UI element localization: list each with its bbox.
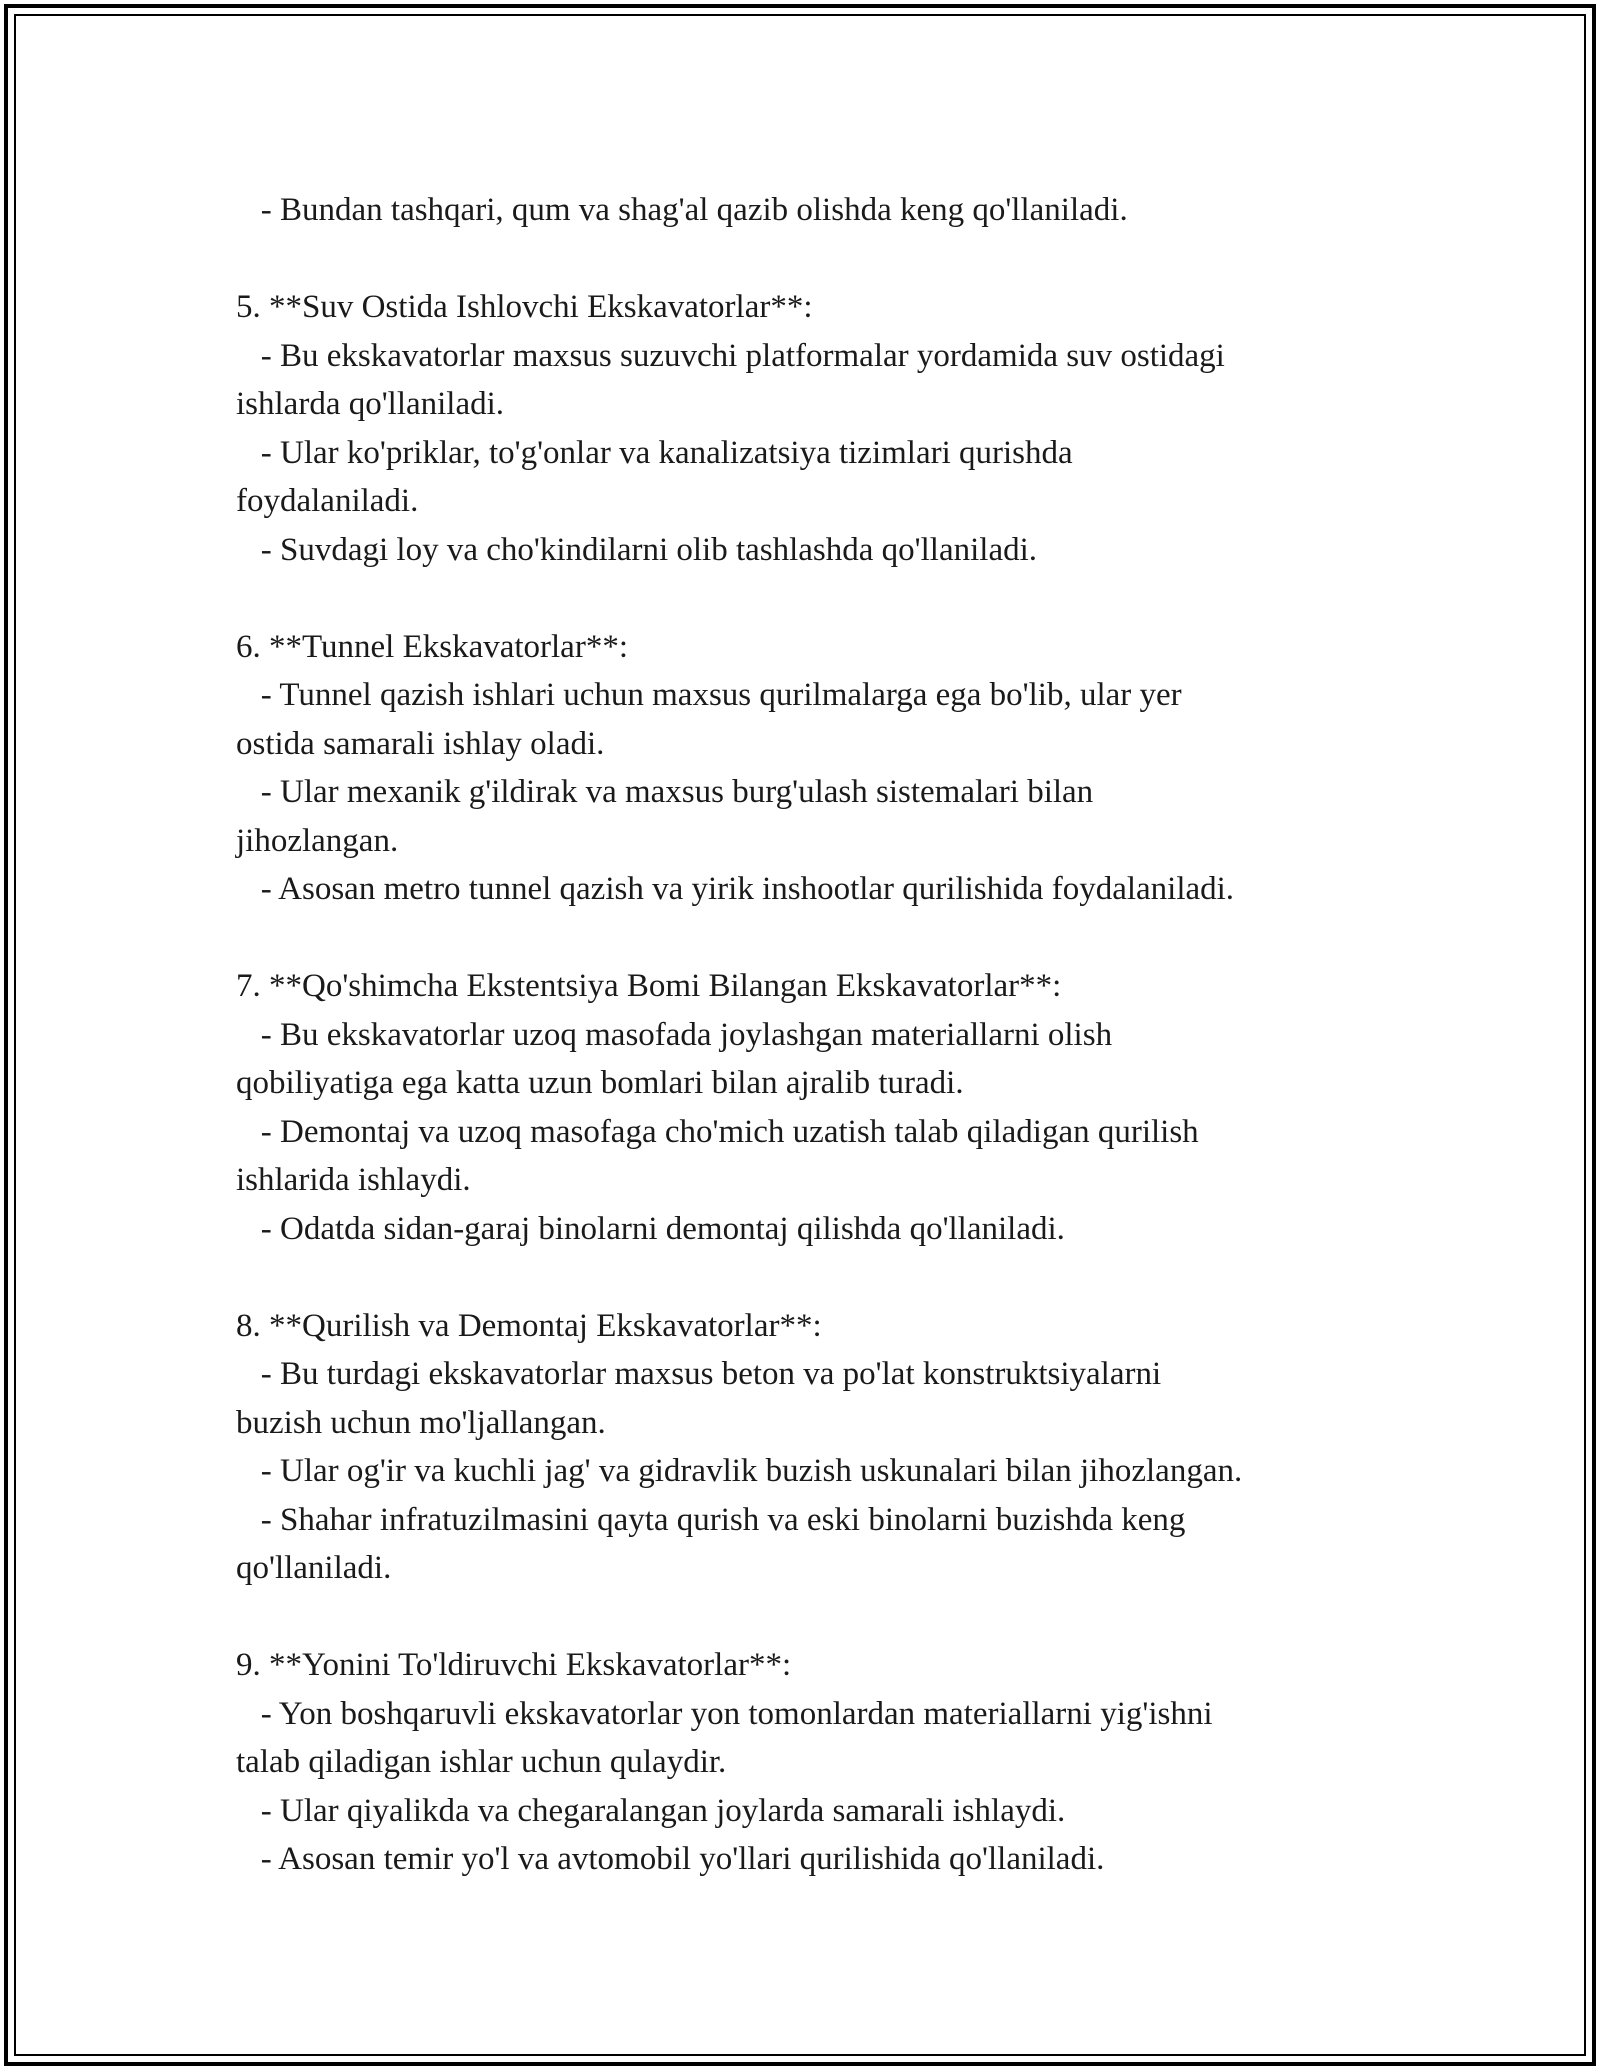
blank-line (236, 1593, 1416, 1642)
text-line: ostida samarali ishlay oladi. (236, 725, 605, 762)
blank-line (236, 235, 1416, 284)
section-heading: 9. **Yonini To'ldiruvchi Ekskavatorlar**: (236, 1647, 792, 1683)
text-line: - Suvdagi loy va cho'kindilarni olib tashlashda qo'llaniladi. (236, 531, 1038, 568)
text-line: - Odatda sidan-garaj binolarni demontaj qilishda qo'llaniladi. (236, 1210, 1065, 1247)
text-line: - Shahar infratuzilmasini qayta qurish va eski binolarni buzishda keng (236, 1501, 1186, 1538)
text-line: - Ular qiyalikda va chegaralangan joylarda samarali ishlaydi. (236, 1792, 1066, 1829)
section-heading: 7. **Qo'shimcha Ekstentsiya Bomi Bilangan Ekskavatorlar**: (236, 968, 1062, 1004)
text-line: jihozlangan. (236, 822, 399, 859)
blank-line (236, 1253, 1416, 1302)
text-line: - Demontaj va uzoq masofaga cho'mich uzatish talab qiladigan qurilish (236, 1113, 1199, 1150)
text-line: qobiliyatiga ega katta uzun bomlari bilan ajralib turadi. (236, 1065, 964, 1101)
text-line: foydalaniladi. (236, 483, 419, 519)
text-line: ishlarda qo'llaniladi. (236, 386, 505, 422)
section-heading: 6. **Tunnel Ekskavatorlar**: (236, 628, 628, 665)
text-line: - Asosan metro tunnel qazish va yirik inshootlar qurilishida foydalaniladi. (236, 871, 1235, 907)
text-line: - Ular mexanik g'ildirak va maxsus burg'ulash sistemalari bilan (236, 774, 1094, 810)
text-line: - Bu turdagi ekskavatorlar maxsus beton va po'lat konstruktsiyalarni (236, 1356, 1162, 1392)
blank-line (236, 914, 1416, 963)
text-line: - Bu ekskavatorlar uzoq masofada joylashgan materiallarni olish (236, 1016, 1113, 1053)
text-line: - Asosan temir yo'l va avtomobil yo'llari qurilishida qo'llaniladi. (236, 1841, 1105, 1877)
blank-line (236, 574, 1416, 623)
text-line: - Yon boshqaruvli ekskavatorlar yon tomonlardan materiallarni yig'ishni (236, 1695, 1213, 1732)
text-line: - Bu ekskavatorlar maxsus suzuvchi platformalar yordamida suv ostidagi (236, 337, 1225, 374)
text-line: - Tunnel qazish ishlari uchun maxsus qurilmalarga ega bo'lib, ular yer (236, 677, 1182, 713)
text-line: ishlarida ishlaydi. (236, 1162, 471, 1198)
section-heading: 5. **Suv Ostida Ishlovchi Ekskavatorlar**: (236, 289, 813, 325)
text-line: buzish uchun mo'ljallangan. (236, 1404, 606, 1441)
text-line: - Bundan tashqari, qum va shag'al qazib olishda keng qo'llaniladi. (236, 192, 1128, 228)
section-heading: 8. **Qurilish va Demontaj Ekskavatorlar**: (236, 1307, 822, 1344)
text-line: - Ular og'ir va kuchli jag' va gidravlik buzish uskunalari bilan jihozlangan. (236, 1453, 1243, 1489)
text-line: talab qiladigan ishlar uchun qulaydir. (236, 1744, 727, 1780)
text-line: - Ular ko'priklar, to'g'onlar va kanalizatsiya tizimlari qurishda (236, 434, 1073, 471)
text-line: qo'llaniladi. (236, 1550, 392, 1586)
document-body (236, 186, 1416, 1884)
